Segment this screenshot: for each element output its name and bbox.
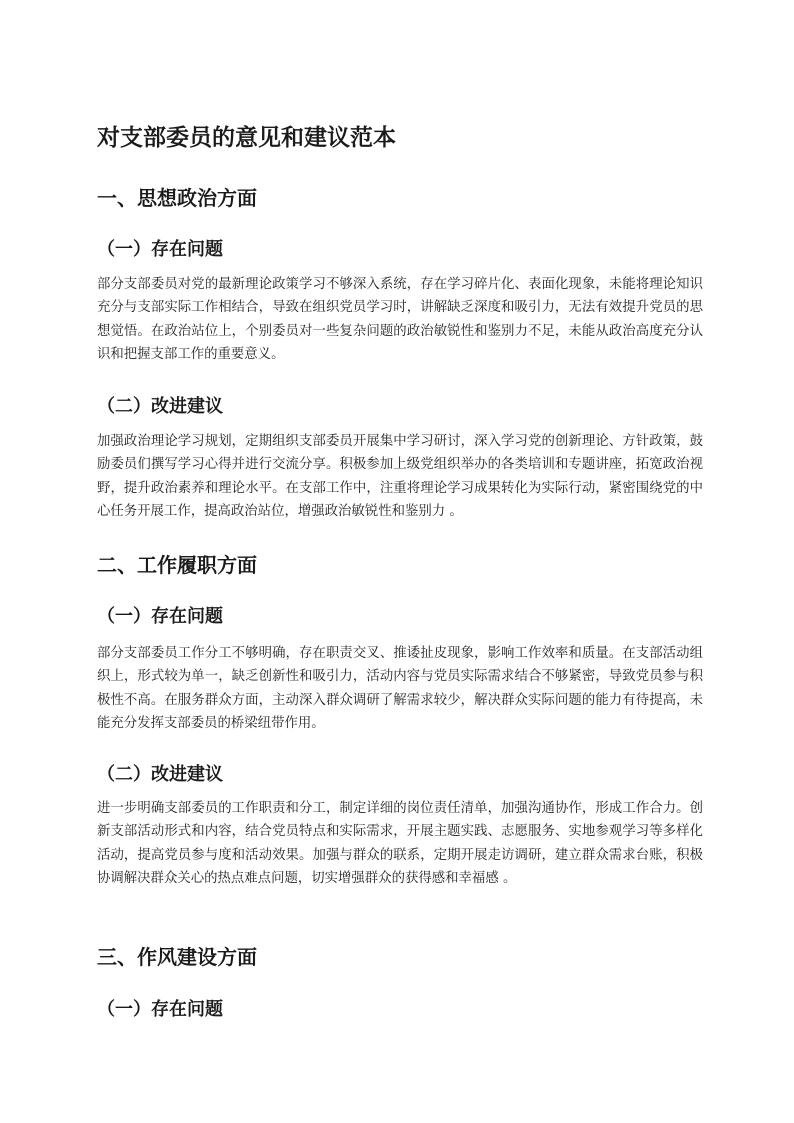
paragraph-suggestions: 加强政治理论学习规划，定期组织支部委员开展集中学习研讨，深入学习党的创新理论、方针政策，鼓励委员们撰写学习心得并进行交流分享。积极参加上级党组织举办的各类培训和专题讲座，拓宽政治视野，提升政治素养和理论水平。在支部工作中，注重将理论学习成果转化为实际行动，紧密围绕党的中心任务开展工作，提高政治站位，增强政治敏锐性和鉴别力 。 bbox=[97, 434, 703, 520]
paragraph-problems: 部分支部委员工作分工不够明确，存在职责交叉、推诿扯皮现象，影响工作效率和质量。在支部活动组织上，形式较为单一，缺乏创新性和吸引力，活动内容与党员实际需求结合不够紧密，导致党员参与积极性不高。在服务群众方面，主动深入群众调研了解需求较少，解决群众实际问题的能力有待提高，未能充分发挥支部委员的桥梁纽带作用。 bbox=[97, 646, 703, 732]
subheading-problems: （一）存在问题 bbox=[97, 606, 223, 627]
section-heading-style: 三、作风建设方面 bbox=[97, 945, 257, 969]
document-title: 对支部委员的意见和建议范本 bbox=[97, 125, 396, 151]
subheading-problems: （一）存在问题 bbox=[97, 999, 223, 1020]
subheading-problems: （一）存在问题 bbox=[97, 239, 223, 260]
subheading-suggestions: （二）改进建议 bbox=[97, 396, 223, 417]
subheading-suggestions: （二）改进建议 bbox=[97, 764, 223, 785]
section-heading-ideology: 一、思想政治方面 bbox=[97, 186, 257, 210]
paragraph-problems: 部分支部委员对党的最新理论政策学习不够深入系统，存在学习碎片化、表面化现象，未能将理论知识充分与支部实际工作相结合，导致在组织党员学习时，讲解缺乏深度和吸引力，无法有效提升党员的思想觉悟。在政治站位上，个别委员对一些复杂问题的政治敏锐性和鉴别力不足，未能从政治高度充分认识和把握支部工作的重要意义。 bbox=[97, 277, 703, 363]
section-heading-duty: 二、工作履职方面 bbox=[97, 553, 257, 577]
paragraph-suggestions: 进一步明确支部委员的工作职责和分工，制定详细的岗位责任清单，加强沟通协作，形成工作合力。创新支部活动形式和内容，结合党员特点和实际需求，开展主题实践、志愿服务、实地参观学习等多样化活动，提高党员参与度和活动效果。加强与群众的联系，定期开展走访调研，建立群众需求台账，积极协调解决群众关心的热点难点问题，切实增强群众的获得感和幸福感 。 bbox=[97, 801, 703, 887]
